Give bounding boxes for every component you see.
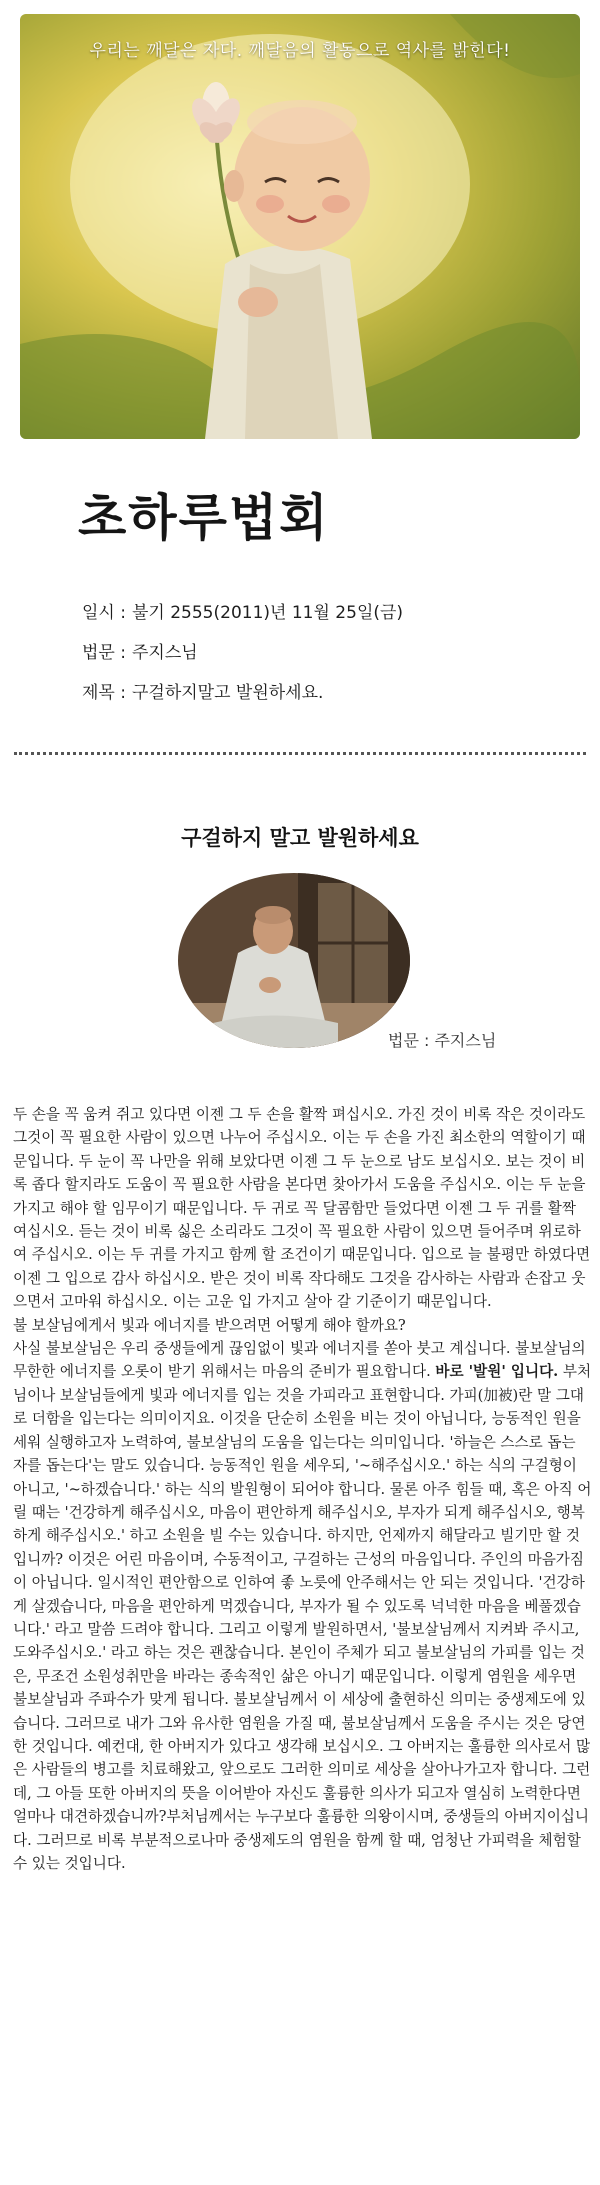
event-speaker xyxy=(82,638,198,663)
talk-paragraph: 불 보살님에게서 빛과 에너지를 받으려면 어떻게 해야 할까요? xyxy=(13,1316,406,1334)
topic-value: 구걸하지말고 발원하세요. xyxy=(131,683,324,703)
event-title: 초하루법회 xyxy=(78,488,330,547)
date-label: 일시 : xyxy=(82,603,126,623)
event-date xyxy=(82,598,403,623)
talk-emphasis: 바로 '발원' 입니다. xyxy=(435,1363,559,1381)
hero-banner xyxy=(20,14,580,439)
monk-portrait xyxy=(178,873,410,1048)
date-value: 불기 2555(2011)년 11월 25일(금) xyxy=(131,603,404,623)
speaker-label: 법문 : xyxy=(82,643,126,663)
hero-illustration xyxy=(20,14,580,439)
section-divider xyxy=(14,752,586,755)
talk-paragraph: 두 손을 꼭 움켜 쥐고 있다면 이젠 그 두 손을 활짝 펴십시오. 가진 것이 비록 작은 것이라도 그것이 꼭 필요한 사람이 있으면 나누어 주십시오. 이는 두 손을 가진 최소한의 역할이기 때문입니다. 두 눈이 꼭 나만을 위해 보았다면 이젠 그 두 눈으로 남도 보십시오. 보는 것이 비록 좁다 할지라도 도움이 꼭 필요한 사람을 본다면 찾아가서 도움을 주십시오. 이는 두 눈을 가지고 해야 할 임무이기 때문입니다. 두 귀로 꼭 달콤함만 들었다면 이젠 그 두 귀를 활짝 여십시오. 듣는 것이 비록 싫은 소리라도 그것이 꼭 필요한 사람이 있으면 들어주며 위로하여 주십시오. 이는 두 귀를 가지고 함께 할 조건이기 때문입니다. 입으로 늘 불평만 하였다면 이젠 그 입으로 감사 하십시오. 받은 것이 비록 작다해도 그것을 감사하는 사람과 손잡고 웃으면서 고마워 하십시오. 이는 고운 입 가지고 살아 갈 기준이기 때문입니다. xyxy=(13,1106,591,1311)
portrait-illustration xyxy=(178,873,410,1048)
talk-text: 사실 불보살님은 우리 중생들에게 끊임없이 빛과 에너지를 쏟아 붓고 계십니다. 불보살님의 무한한 에너지를 오롯이 받기 위해서는 마음의 준비가 필요합니다. xyxy=(13,1340,586,1381)
speaker-value: 주지스님 xyxy=(131,643,198,663)
talk-text: 부처님이나 보살님들에게 빛과 에너지를 입는 것을 가피라고 표현합니다. 가피(加被)란 말 그대로 더함을 입는다는 의미이지요. 이것을 단순히 소원을 비는 것이 아닙니다, 능동적인 원을 세워 실행하고자 노력하여, 불보살님의 도움을 입는다는 의미입니다. '하늘은 스스로 돕는 자를 돕는다'는 말도 있습니다. 능동적인 원을 세우되, '~해주십시오.' 하는 식의 구걸형이 아니고, '~하겠습니다.' 하는 식의 발원형이 되어야 합니다. 물론 아주 힘들 때, 혹은 아직 어릴 때는 '건강하게 해주십시오, 마음이 편안하게 해주십시오, 부자가 되게 해주십시오, 행복하게 해주십시오.' 하고 소원을 빌 수는 있습니다. 하지만, 언제까지 해달라고 빌기만 할 것입니까? 이것은 어린 마음이며, 수동적이고, 구걸하는 근성의 마음입니다. 주인의 마음가짐이 아닙니다. 일시적인 편안함으로 인하여 좋 노릇에 안주해서는 안 되는 것입니다. '건강하게 살겠습니다, 마음을 편안하게 먹겠습니다, 부자가 될 수 있도록 넉넉한 마음을 베풀겠습니다.' 라고 말씀 드려야 합니다. 그리고 이렇게 발원하면서, '불보살님께서 지켜봐 주시고, 도와주십시오.' 라고 하는 것은 괜찮습니다. 본인이 주체가 되고 불보살님의 가피를 입는 것은, 무조건 소원성취만을 바라는 종속적인 삶은 아니기 때문입니다. 이렇게 염원을 세우면 불보살님과 주파수가 맞게 됩니다. 불보살님께서 이 세상에 출현하신 의미는 중생제도에 있습니다. 그러므로 내가 그와 유사한 염원을 가질 때, 불보살님께서 도움을 주시는 것은 당연한 것입니다. 예컨대, 한 아버지가 있다고 생각해 보십시오. 그 아버지는 훌륭한 의사로서 많은 사람들의 병고를 치료해왔고, 앞으로도 그러한 의미로 세상을 살아나가고자 합니다. 그런데, 그 아들 또한 아버지의 뜻을 이어받아 자신도 훌륭한 의사가 되고자 열심히 노력한다면 얼마나 대견하겠습니까?부처님께서는 누구보다 훌륭한 의왕이시며, 중생들의 아버지이십니다. 그러므로 비록 부분적으로나마 중생제도의 염원을 함께 할 때, 엄청난 가피력을 체험할 수 있는 것입니다. xyxy=(13,1363,592,1872)
talk-paragraph xyxy=(13,1337,593,1875)
topic-label: 제목 : xyxy=(82,683,126,703)
speaker-caption: 법문 : 주지스님 xyxy=(388,1031,497,1050)
talk-body xyxy=(13,1103,593,1875)
talk-title: 구걸하지 말고 발원하세요 xyxy=(181,825,419,850)
hero-caption: 우리는 깨달은 자다. 깨달음의 활동으로 역사를 밝힌다! xyxy=(89,41,511,61)
event-topic xyxy=(82,678,323,703)
